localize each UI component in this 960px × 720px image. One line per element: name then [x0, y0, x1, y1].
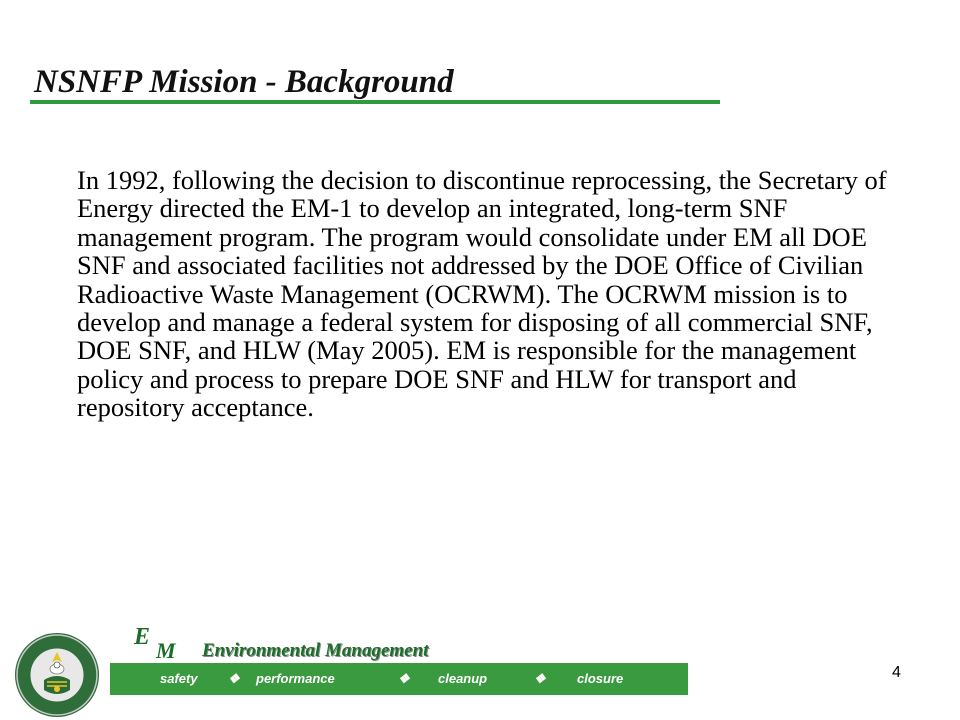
em-logo-m: M	[156, 638, 176, 663]
tagline-bar	[110, 663, 688, 695]
page-number: 4	[892, 664, 901, 681]
title-underline	[30, 100, 720, 104]
slide-title: NSNFP Mission - Background	[34, 64, 454, 100]
org-name: Environmental Management	[202, 640, 429, 661]
body-paragraph: In 1992, following the decision to discontinue reprocessing, the Secretary of Energy directed the EM-1 to develop an integrated, long-term SNF management program. The program would consolidate under EM all DOE SNF and associated facilities not addressed by the DOE Office of Civilian Radioactive Waste Management (OCRWM). The OCRWM mission is to develop and manage a federal system for disposing of all commercial SNF, DOE SNF, and HLW (May 2005). EM is responsible for the management policy and process to prepare DOE SNF and HLW for transport and repository acceptance.	[77, 165, 887, 423]
separator-icon: ❖	[534, 671, 546, 686]
tagline-performance: performance	[256, 671, 335, 686]
tagline-closure: closure	[577, 671, 624, 686]
separator-icon: ❖	[398, 671, 410, 686]
em-logo-e: E	[134, 624, 151, 650]
tagline-cleanup: cleanup	[438, 671, 488, 686]
doe-seal-icon	[14, 632, 100, 718]
tagline-safety: safety	[160, 671, 198, 686]
separator-icon: ❖	[228, 671, 240, 686]
